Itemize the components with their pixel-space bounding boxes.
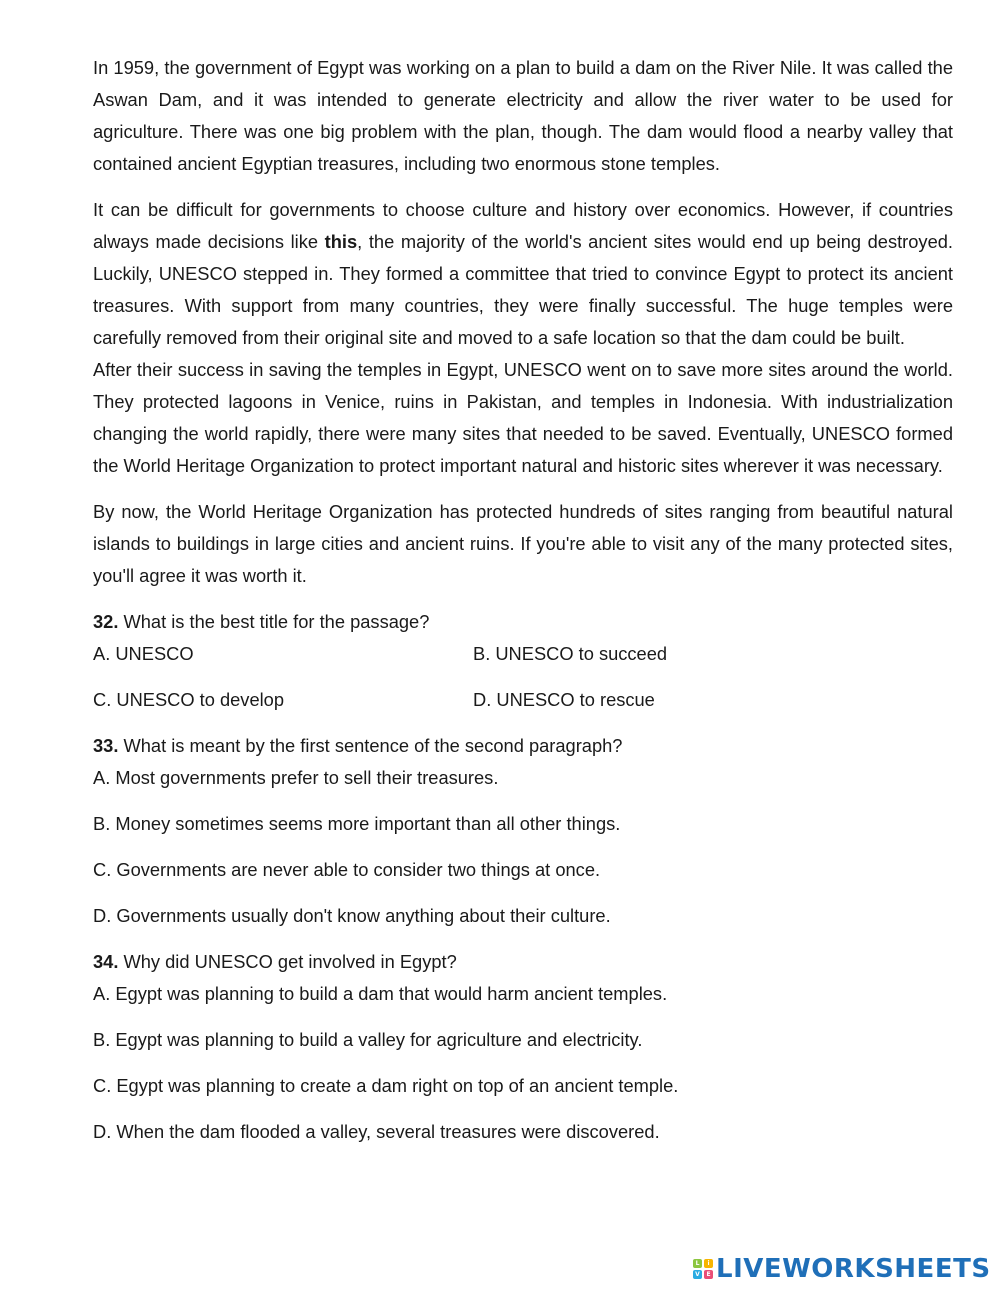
question-34 (93, 946, 953, 1148)
logo-mark-tile: V (693, 1270, 702, 1279)
p2-text-before: It can be difficult for governments to choose culture and history over economics. However, if countries always made decisions like (93, 199, 953, 252)
question-number: 32. (93, 611, 119, 632)
liveworksheets-logo (693, 1253, 991, 1285)
option-b[interactable]: B. Money sometimes seems more important than all other things. (93, 813, 621, 834)
passage-paragraph-2 (93, 194, 953, 354)
worksheet-page (93, 52, 953, 1148)
question-title (93, 606, 953, 638)
option-b[interactable]: B. UNESCO to succeed (473, 643, 668, 664)
question-text: Why did UNESCO get involved in Egypt? (118, 951, 457, 972)
question-33 (93, 730, 953, 932)
logo-mark-icon (693, 1259, 713, 1279)
logo-mark-tile: i (704, 1259, 713, 1268)
option-c[interactable]: C. Egypt was planning to create a dam right on top of an ancient temple. (93, 1075, 679, 1096)
option-d[interactable]: D. UNESCO to rescue (473, 689, 655, 710)
option-a[interactable]: A. Egypt was planning to build a dam that would harm ancient temples. (93, 983, 668, 1004)
logo-mark-tile: E (704, 1270, 713, 1279)
question-title (93, 946, 953, 978)
option-a[interactable]: A. Most governments prefer to sell their treasures. (93, 767, 499, 788)
question-title (93, 730, 953, 762)
logo-mark-tile: L (693, 1259, 702, 1268)
p2-bold-word: this (324, 231, 358, 252)
question-number: 34. (93, 951, 119, 972)
question-number: 33. (93, 735, 119, 756)
option-c[interactable]: C. UNESCO to develop (93, 689, 285, 710)
passage-paragraph-1: In 1959, the government of Egypt was working on a plan to build a dam on the River Nile. It was called the Aswan Dam, and it was intended to generate electricity and allow the river water to be used for agriculture. There was one big problem with the plan, though. The dam would flood a nearby valley that contained ancient Egyptian treasures, including two enormous stone temples. (93, 57, 953, 174)
option-d[interactable]: D. When the dam flooded a valley, several treasures were discovered. (93, 1121, 660, 1142)
p2-text-after: , the majority of the world's ancient sites would end up being destroyed. Luckily, UNESCO stepped in. They formed a committee that tried to convince Egypt to protect its ancient treasures. With support from many countries, they were finally successful. The huge temples were carefully removed from their original site and moved to a safe location so that the dam could be built. (93, 231, 953, 348)
option-d[interactable]: D. Governments usually don't know anything about their culture. (93, 905, 611, 926)
option-a[interactable]: A. UNESCO (93, 643, 194, 664)
option-b[interactable]: B. Egypt was planning to build a valley for agriculture and electricity. (93, 1029, 643, 1050)
question-text: What is meant by the first sentence of the second paragraph? (118, 735, 623, 756)
question-text: What is the best title for the passage? (118, 611, 430, 632)
passage-paragraph-3: After their success in saving the temples in Egypt, UNESCO went on to save more sites around the world. They protected lagoons in Venice, ruins in Pakistan, and temples in Indonesia. With industrialization changing the world rapidly, there were many sites that needed to be saved. Eventually, UNESCO formed the World Heritage Organization to protect important natural and historic sites wherever it was necessary. (93, 359, 953, 476)
answer-options (93, 638, 953, 716)
logo-text: LIVEWORKSHEETS (716, 1254, 991, 1284)
passage-paragraph-4: By now, the World Heritage Organization has protected hundreds of sites ranging from beautiful natural islands to buildings in large cities and ancient ruins. If you're able to visit any of the many protected sites, you'll agree it was worth it. (93, 501, 953, 586)
question-32 (93, 606, 953, 716)
option-c[interactable]: C. Governments are never able to consider two things at once. (93, 859, 601, 880)
